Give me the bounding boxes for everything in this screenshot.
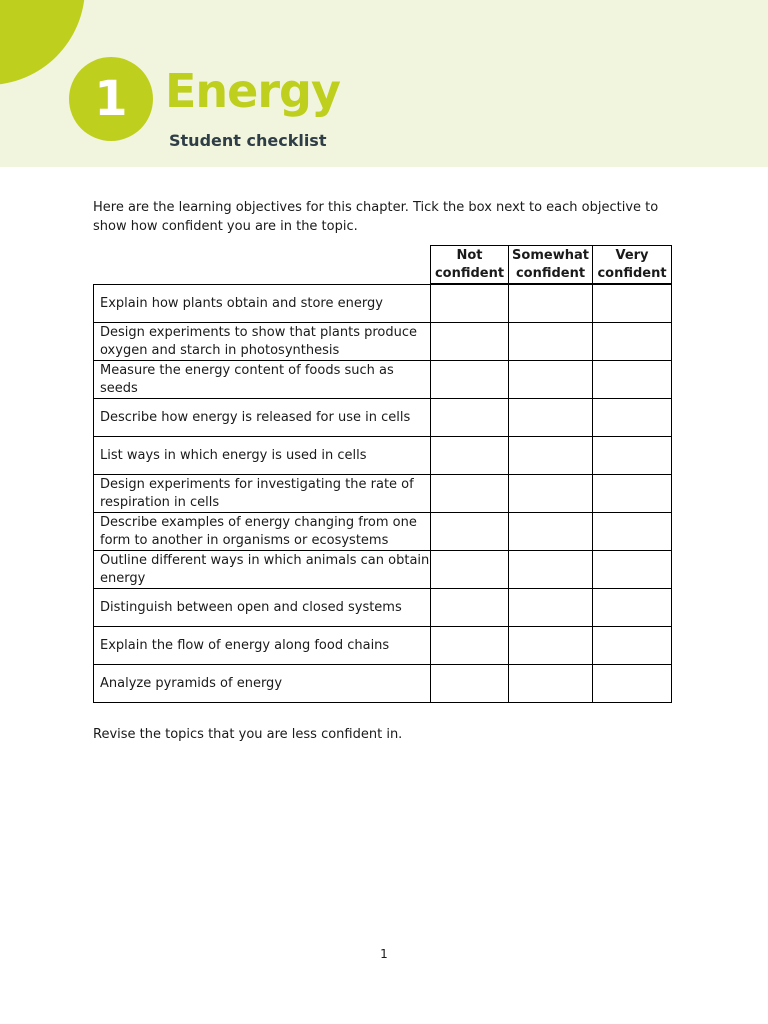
column-header-not-confident <box>431 246 509 284</box>
objective-row <box>94 627 672 665</box>
checkbox-somewhat-confident[interactable] <box>509 475 593 513</box>
column-header-line: confident <box>515 265 586 281</box>
column-header-line: Very <box>615 247 649 263</box>
checkbox-somewhat-confident[interactable] <box>509 589 593 627</box>
page-number: 1 <box>380 947 388 961</box>
objective-row <box>94 665 672 703</box>
objective-label: List ways in which energy is used in cells <box>94 437 431 475</box>
checkbox-not-confident[interactable] <box>431 665 509 703</box>
checkbox-somewhat-confident[interactable] <box>509 551 593 589</box>
checkbox-very-confident[interactable] <box>593 513 672 551</box>
checkbox-very-confident[interactable] <box>593 589 672 627</box>
decorative-corner-circle <box>0 0 85 85</box>
objective-row <box>94 589 672 627</box>
objective-row <box>94 361 672 399</box>
checkbox-not-confident[interactable] <box>431 399 509 437</box>
checkbox-not-confident[interactable] <box>431 285 509 323</box>
column-header-line: Somewhat <box>512 247 589 263</box>
objective-row <box>94 551 672 589</box>
objective-label: Explain the flow of energy along food chains <box>94 627 431 665</box>
checkbox-somewhat-confident[interactable] <box>509 665 593 703</box>
objective-label: Design experiments for investigating the rate of respiration in cells <box>94 475 431 513</box>
column-header-line: confident <box>434 265 505 281</box>
checkbox-somewhat-confident[interactable] <box>509 323 593 361</box>
chapter-title: Energy <box>165 64 340 118</box>
checkbox-very-confident[interactable] <box>593 399 672 437</box>
objective-label: Describe how energy is released for use in cells <box>94 399 431 437</box>
checkbox-very-confident[interactable] <box>593 475 672 513</box>
objective-row <box>94 323 672 361</box>
checkbox-very-confident[interactable] <box>593 665 672 703</box>
objective-row <box>94 475 672 513</box>
chapter-banner <box>0 0 768 167</box>
objective-label: Explain how plants obtain and store energy <box>94 285 431 323</box>
confidence-header <box>430 245 672 284</box>
checkbox-not-confident[interactable] <box>431 323 509 361</box>
column-header-line: Not <box>456 247 483 263</box>
checkbox-very-confident[interactable] <box>593 285 672 323</box>
objective-label: Outline different ways in which animals can obtain energy <box>94 551 431 589</box>
checkbox-somewhat-confident[interactable] <box>509 361 593 399</box>
checkbox-very-confident[interactable] <box>593 551 672 589</box>
checkbox-not-confident[interactable] <box>431 361 509 399</box>
checkbox-very-confident[interactable] <box>593 437 672 475</box>
objective-row <box>94 437 672 475</box>
objective-label: Design experiments to show that plants produce oxygen and starch in photosynthesis <box>94 323 431 361</box>
checkbox-not-confident[interactable] <box>431 513 509 551</box>
objective-row <box>94 399 672 437</box>
objective-row <box>94 513 672 551</box>
checkbox-very-confident[interactable] <box>593 627 672 665</box>
checkbox-not-confident[interactable] <box>431 437 509 475</box>
objectives-checklist <box>93 284 672 703</box>
objective-label: Distinguish between open and closed systems <box>94 589 431 627</box>
objective-label: Describe examples of energy changing from one form to another in organisms or ecosystems <box>94 513 431 551</box>
revision-note: Revise the topics that you are less confident in. <box>93 727 403 742</box>
checkbox-not-confident[interactable] <box>431 589 509 627</box>
checkbox-somewhat-confident[interactable] <box>509 513 593 551</box>
checkbox-somewhat-confident[interactable] <box>509 285 593 323</box>
column-header-line: confident <box>597 265 667 281</box>
intro-paragraph: Here are the learning objectives for this chapter. Tick the box next to each objective to show how confident you are in the topic. <box>93 200 659 234</box>
checkbox-not-confident[interactable] <box>431 627 509 665</box>
checkbox-very-confident[interactable] <box>593 361 672 399</box>
checkbox-not-confident[interactable] <box>431 551 509 589</box>
objective-label: Analyze pyramids of energy <box>94 665 431 703</box>
checkbox-somewhat-confident[interactable] <box>509 399 593 437</box>
checkbox-somewhat-confident[interactable] <box>509 437 593 475</box>
page-subtitle: Student checklist <box>169 131 327 150</box>
objective-label: Measure the energy content of foods such as seeds <box>94 361 431 399</box>
checkbox-very-confident[interactable] <box>593 323 672 361</box>
checkbox-not-confident[interactable] <box>431 475 509 513</box>
column-header-very-confident <box>593 246 672 284</box>
objective-row <box>94 285 672 323</box>
chapter-number-badge: 1 <box>69 57 153 141</box>
checkbox-somewhat-confident[interactable] <box>509 627 593 665</box>
column-header-somewhat-confident <box>509 246 593 284</box>
